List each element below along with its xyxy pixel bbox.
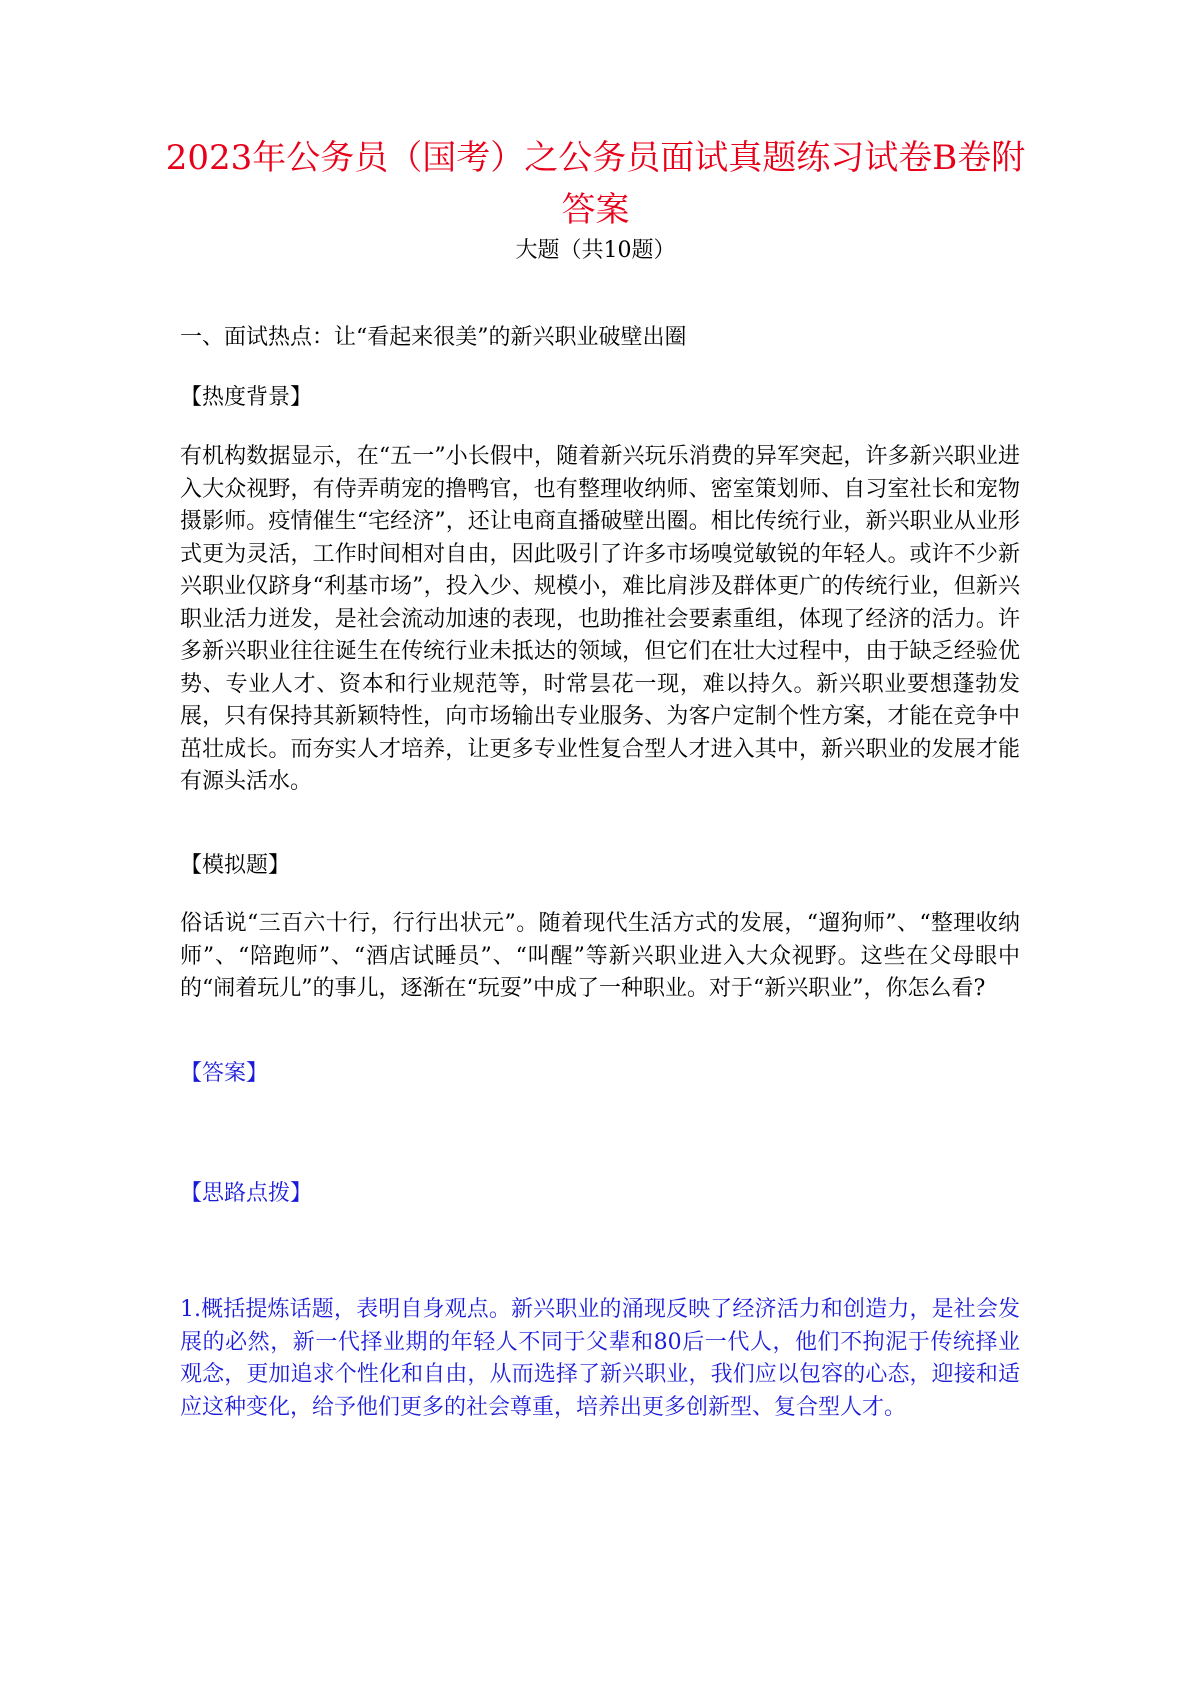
simulation-paragraph: 俗话说“三百六十行，行行出状元”。随着现代生活方式的发展，“遛狗师”、“整理收纳师”、“陪跑师”、“酒店试睡员”、“叫醒”等新兴职业进入大众视野。这些在父母眼中的“闹着玩儿”的事儿，逐渐在“玩耍”中成了一种职业。对于“新兴职业”，你怎么看?: [180, 911, 1020, 1001]
tips-label: 【思路点拨】: [180, 1181, 313, 1206]
tips-paragraph: 1.概括提炼话题，表明自身观点。新兴职业的涌现反映了经济活力和创造力，是社会发展的必然，新一代择业期的年轻人不同于父辈和80后一代人，他们不拘泥于传统择业观念，更加追求个性化和自由，从而选择了新兴职业，我们应以包容的心态，迎接和适应这种变化，给予他们更多的社会尊重，培养出更多创新型、复合型人才。: [180, 1297, 1020, 1420]
background-label: 【热度背景】: [180, 385, 313, 410]
answer-label: 【答案】: [180, 1061, 269, 1086]
section-header: 大题（共10题）: [515, 238, 676, 263]
background-paragraph: 有机构数据显示，在“五一”小长假中，随着新兴玩乐消费的异军突起，许多新兴职业进入大众视野，有侍弄萌宠的撸鸭官，也有整理收纳师、密室策划师、自习室社长和宠物摄影师。疫情催生“宅经济”，还让电商直播破壁出圈。相比传统行业，新兴职业从业形式更为灵活，工作时间相对自由，因此吸引了许多市场嗅觉敏锐的年轻人。或许不少新兴职业仅跻身“利基市场”，投入少、规模小，难比肩涉及群体更广的传统行业，但新兴职业活力迸发，是社会流动加速的表现，也助推社会要素重组，体现了经济的活力。许多新兴职业往往诞生在传统行业未抵达的领域，但它们在壮大过程中，由于缺乏经验优势、专业人才、资本和行业规范等，时常昙花一现，难以持久。新兴职业要想蓬勃发展，只有保持其新颖特性，向市场输出专业服务、为客户定制个性方案，才能在竞争中茁壮成长。而夯实人才培养，让更多专业性复合型人才进入其中，新兴职业的发展才能有源头活水。: [180, 444, 1020, 794]
simulation-label: 【模拟题】: [180, 853, 291, 878]
question-heading: 一、面试热点：让“看起来很美”的新兴职业破壁出圈: [180, 325, 687, 350]
document-title: 2023年公务员（国考）之公务员面试真题练习试卷B卷附答案: [165, 138, 1026, 230]
